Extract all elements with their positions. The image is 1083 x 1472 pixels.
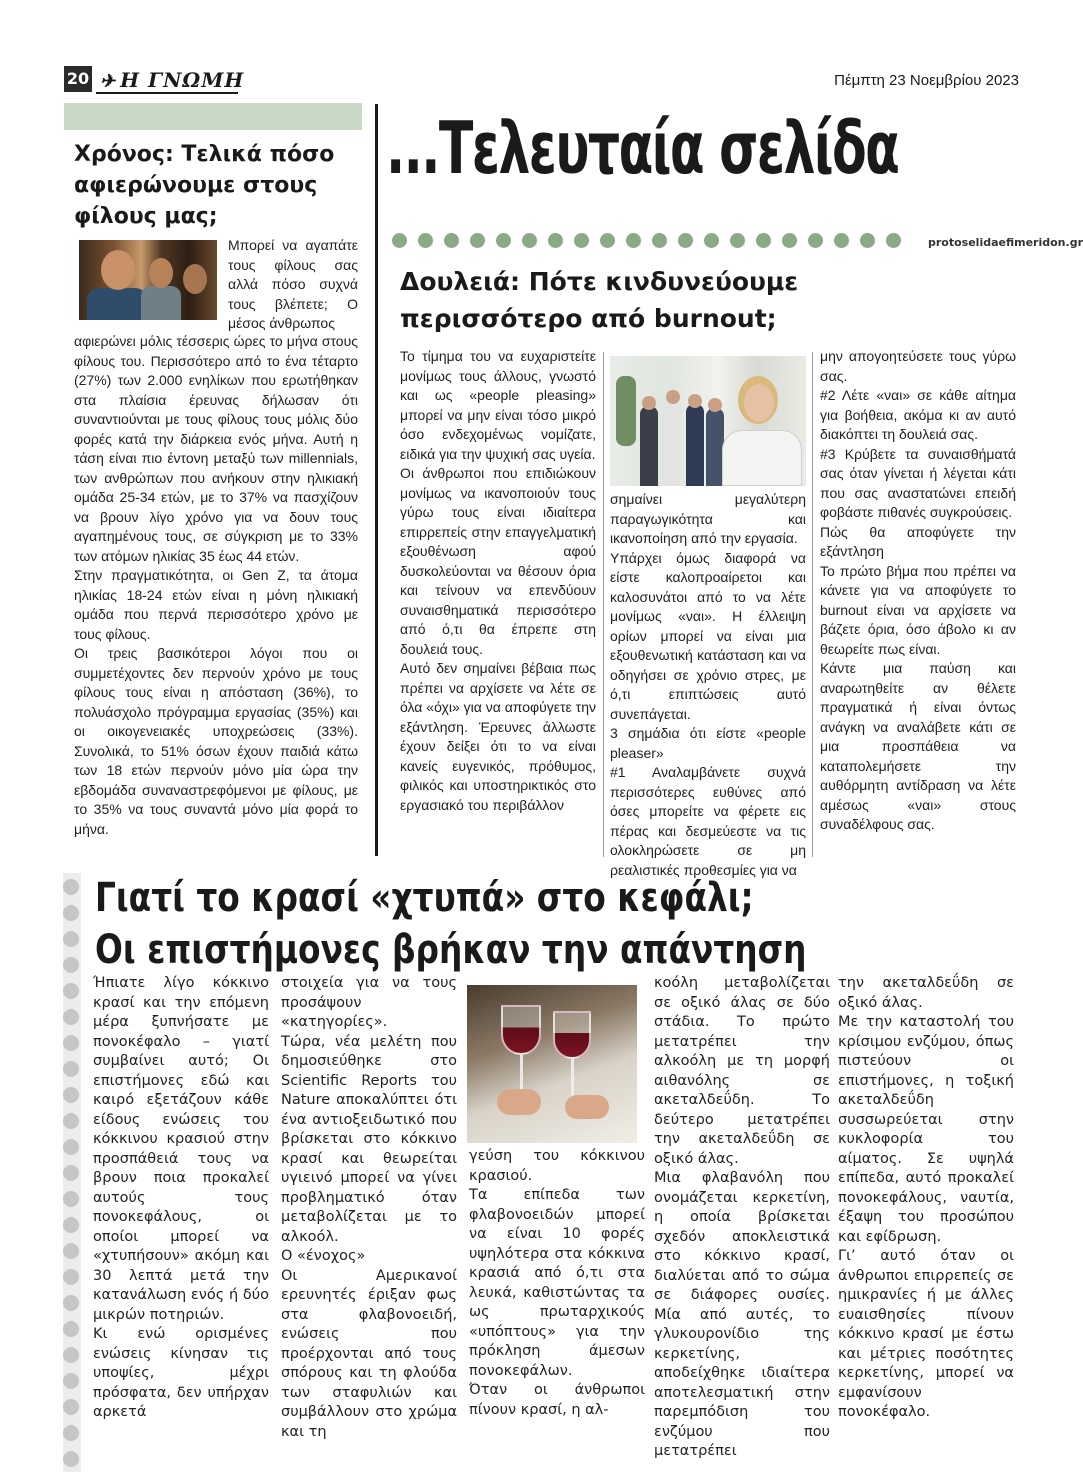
wine-title-line-2: Οι επιστήμονες βρήκαν την απάντηση: [95, 927, 807, 973]
burnout-column-1: [400, 347, 596, 815]
paragraph: Οι Αμερικανοί ερευνητές έριξαν φως στα φλαβονοειδή, ενώσεις που προέρχονται από τους σπόρους και τη φλούδα των σταφυλιών και συμβάλλουν στο χρώμα και τη: [281, 1267, 457, 1440]
wine-column-1: [93, 974, 269, 1423]
office-photo: [610, 356, 806, 486]
wine-column-2: [281, 974, 457, 1442]
column-divider-thin: [812, 352, 813, 857]
decorative-dots-row: [392, 233, 901, 249]
paragraph: Στην πραγματικότητα, οι Gen Z, τα άτομα ηλικίας 18-24 ετών είναι η μόνη ηλικιακή ομάδα που περνά περισσότερο χρόνο με τους φίλους.: [74, 567, 358, 642]
paragraph: σημαίνει μεγαλύτερη παραγωγικότητα και ικανοποίηση από την εργασία.: [610, 491, 806, 546]
issue-date: Πέμπτη 23 Νοεμβρίου 2023: [834, 72, 1019, 89]
paragraph: Τα επίπεδα των φλαβονοειδών μπορεί να είναι 10 φορές υψηλότερα στα κόκκινα κρασιά από ό,τι στα λευκά, καθιστώντας τα ως πρωταρχικούς «υπόπτους» για την πρόκληση άμεσων πονοκεφάλων.: [469, 1187, 645, 1379]
wine-column-3: [469, 1147, 645, 1420]
paragraph: Τώρα, νέα μελέτη που δημοσιεύθηκε στο Scientific Reports του Nature αποκαλύπτει ότι ένα αντιοξειδωτικό που βρίσκεται στο κόκκινο κρασί και θεωρείται υγιεινό μπορεί να γίνει προβληματικό όταν μεταβολίζεται με το αλκοόλ.: [281, 1033, 457, 1245]
paragraph: #2 Λέτε «ναι» σε κάθε αίτημα για βοήθεια, ακόμα κι αν αυτό διακόπτει τη δουλειά σας.: [820, 387, 1016, 442]
paragraph: Πώς θα αποφύγετε την εξάντληση: [820, 523, 1016, 559]
wine-article-title: [95, 872, 915, 976]
paragraph: κοόλη μεταβολίζεται σε οξικό άλας σε δύο στάδια. Το πρώτο μετατρέπει την αλκοόλη με τη μορφή αιθανόλης σε ακεταλδεΰδη. Το δεύτερο μετατρέπει την ακεταλδεΰδη σε οξικό άλας.: [654, 975, 830, 1167]
paragraph: Γι’ αυτό όταν οι άνθρωποι επιρρεπείς σε ημικρανίες ή με άλλες ευαισθησίες πίνουν κόκκινο κρασί με έστω και μέτριες ποσότητες κερκετίνης, μπορεί να εμφανίσουν πονοκέφαλο.: [838, 1248, 1014, 1420]
left-column-accent-bar: [64, 103, 362, 130]
paragraph: #1 Αναλαμβάνετε συχνά περισσότερες ευθύνες από όσες μπορείτε να φέρετε εις πέρας και δεσμεύεστε να τις ολοκληρώσετε σε μη ρεαλιστικές προθεσμίες για να: [610, 764, 806, 878]
masthead-underline: [96, 92, 238, 94]
source-watermark: protoselidaefimeridon.gr: [928, 236, 1083, 249]
paragraph: Με την καταστολή του κρίσιμου ενζύμου, όπως πιστεύουν οι επιστήμονες, η τοξική ακεταλδεΰδη συσσωρεύεται στην κυκλοφορία του αίματος. Σε υψηλά επίπεδα, αυτό προκαλεί πονοκεφάλους, ναυτία, έξαψη του προσώπου και εφίδρωση.: [838, 1014, 1014, 1245]
paragraph: Ήπιατε λίγο κόκκινο κρασί και την επόμενη μέρα ξυπνήσατε με πονοκέφαλο – γιατί συμβαίνει αυτό; Οι επιστήμονες εδώ και καιρό εξετάζουν κάθε είδους ενώσεις του κόκκινου κρασιού στην προσπάθειά τους να βρουν ποια προκαλεί αυτούς τους πονοκεφάλους, οι οποίοι μπορεί να «χτυπήσουν» ακόμη και 30 λεπτά μετά την κατανάλωση ενός ή δύο μικρών ποτηριών.: [93, 975, 269, 1323]
burnout-column-2: [610, 490, 806, 880]
wine-title-line-1: Γιατί το κρασί «χτυπά» στο κεφάλι;: [95, 875, 754, 921]
paragraph: 3 σημάδια ότι είστε «people pleaser»: [610, 725, 806, 761]
paragraph: #3 Κρύβετε τα συναισθήματά σας όταν γίνεται ή λέγεται κάτι που σας αναστατώνει επειδή φοβάστε πιθανές συγκρούσεις.: [820, 445, 1016, 520]
friends-article-title: Χρόνος: Τελικά πόσο αφιερώνουμε στους φίλους μας;: [74, 142, 335, 229]
paragraph: Ο «ένοχος»: [281, 1248, 366, 1264]
binder-rings: [60, 873, 82, 1472]
paragraph: Το τίμημα του να ευχαριστείτε μονίμως τους άλλους, γνωστό και ως «people pleasing» μπορεί να μην είναι τόσο μικρό όσο ενδεχομένως νομίζατε, ειδικά για την ψυχική σας υγεία.: [400, 348, 596, 462]
paragraph: Κι ενώ ορισμένες ενώσεις κίνησαν τις υποψίες, μέχρι πρόσφατα, δεν υπήρχαν αρκετά: [93, 1326, 269, 1420]
paragraph: Υπάρχει όμως διαφορά να είστε καλοπροαίρετοι και καλοσυνάτοι από το να λέτε μονίμως «ναι». Η έλλειψη ορίων μπορεί να είναι μια εξουθενωτική κατάσταση και να οδηγήσει σε χρόνιο στρες, με ό,τι επιπτώσεις αυτό συνεπάγεται.: [610, 549, 806, 722]
paragraph: γεύση του κόκκινου κρασιού.: [469, 1148, 645, 1184]
paragraph: Οι τρεις βασικότεροι λόγοι που οι συμμετέχοντες δεν περνούν χρόνο με τους φίλους τους είναι η απόσταση (36%), το πολυάσχολο πρόγραμμα εργασίας (35%) και οι οικογενειακές υποχρεώσεις (33%). Συνολικά, το 51% όσων έχουν παιδιά κάτω των 18 ετών περνούν μόνο μία ώρα την εβδομάδα συναναστρεφόμενοι με φίλους, με το 35% να τους συναντά μόνο μία φορά το μήνα.: [74, 645, 358, 837]
paragraph: αφιερώνει μόλις τέσσερις ώρες το μήνα στους φίλους του. Περισσότερο από το ένα τέταρτο (27%) των 2.000 ενηλίκων που ερωτήθηκαν στα πλαίσια έρευνας δήλωσαν ότι συναντιούνται με τους φίλους τους μόλις δύο φορές κατά την διάρκεια ενός μήνα. Αυτή η τάση είναι πιο έντονη μεταξύ των millennials, των ανθρώπων που ανήκουν στην ηλικιακή ομάδα 25-34 ετών, με το 37% να πασχίζουν να βρουν λίγο χρόνο για να δουν τους αγαπημένους τους, σε σύγκριση με το 33% των ατόμων ηλικίας 35 έως 44 ετών.: [74, 333, 358, 564]
paragraph: την ακεταλδεΰδη σε οξικό άλας.: [838, 975, 1014, 1011]
wine-column-5: [838, 974, 1014, 1423]
wine-column-4: [654, 974, 830, 1462]
masthead-title: Η ΓΝΩΜΗ: [120, 68, 245, 92]
burnout-column-3: [820, 347, 1016, 835]
friends-photo: [79, 240, 217, 320]
page-number: 20: [64, 66, 92, 92]
paragraph: Αυτό δεν σημαίνει βέβαια πως πρέπει να αρχίσετε να λέτε σε όλα «όχι» για να αποφύγετε την εξάντληση. Έρευνες άλλωστε έχουν δείξει ότι το να είναι κανείς ευγενικός, πρόθυμος, φιλικός και υποστηρικτικός στο εργασιακό του περιβάλλον: [400, 660, 596, 813]
burnout-article-title: Δουλειά: Πότε κινδυνεύουμε περισσότερο από burnout;: [400, 267, 799, 333]
wine-glasses-photo: [467, 985, 637, 1143]
friends-article-lead: Μπορεί να αγαπάτε τους φίλους σας αλλά πόσο συχνά τους βλέπετε; Ο μέσος άνθρωπος: [228, 237, 358, 331]
paragraph: Κάντε μια παύση και αναρωτηθείτε αν θέλετε πραγματικά ή είναι όντως ανάγκη να αναλάβετε κάτι σε μια προσπάθεια να καταπολεμήσετε την αυθόρμητη αντίδραση να λέτε αμέσως «ναι» στους συναδέλφους σας.: [820, 660, 1016, 832]
section-title: ...Τελευταία σελίδα: [386, 106, 899, 190]
paragraph: Όταν οι άνθρωποι πίνουν κρασί, η αλ-: [469, 1382, 645, 1418]
paragraph: Οι άνθρωποι που επιδιώκουν μονίμως να ικανοποιούν τους γύρω τους είναι ιδιαίτερα επιρρεπείς στην επαγγελματική εξουθένωση αφού δυσκολεύονται να θέσουν όρια και τείνουν να επενδύουν συναισθηματικά περισσότερο από ό,τι θα έπρεπε στη δουλειά τους.: [400, 465, 596, 657]
column-divider-thin: [603, 352, 604, 857]
paragraph: Μια φλαβανόλη που ονομάζεται κερκετίνη, η οποία βρίσκεται σχεδόν αποκλειστικά στο κόκκινο κρασί, διαλύεται από το σώμα σε διάφορες ουσίες. Μία από αυτές, το γλυκουρονίδιο της κερκετίνης, αποδείχθηκε ιδιαίτερα αποτελεσματική στην παρεμπόδιση του ενζύμου που μετατρέπει: [654, 1170, 830, 1459]
bird-logo-icon: ✈: [100, 71, 117, 92]
newspaper-masthead: [100, 68, 244, 92]
column-divider: [375, 104, 378, 856]
friends-article-body: [74, 332, 358, 839]
paragraph: στοιχεία για να τους προσάψουν «κατηγορίες».: [281, 975, 457, 1030]
paragraph: Το πρώτο βήμα που πρέπει να κάνετε για να αποφύγετε το burnout είναι να αρχίσετε να βάζετε όρια, όσο άβολο κι αν θεωρείτε πως είναι.: [820, 562, 1016, 657]
paragraph: μην απογοητεύσετε τους γύρω σας.: [820, 348, 1016, 384]
